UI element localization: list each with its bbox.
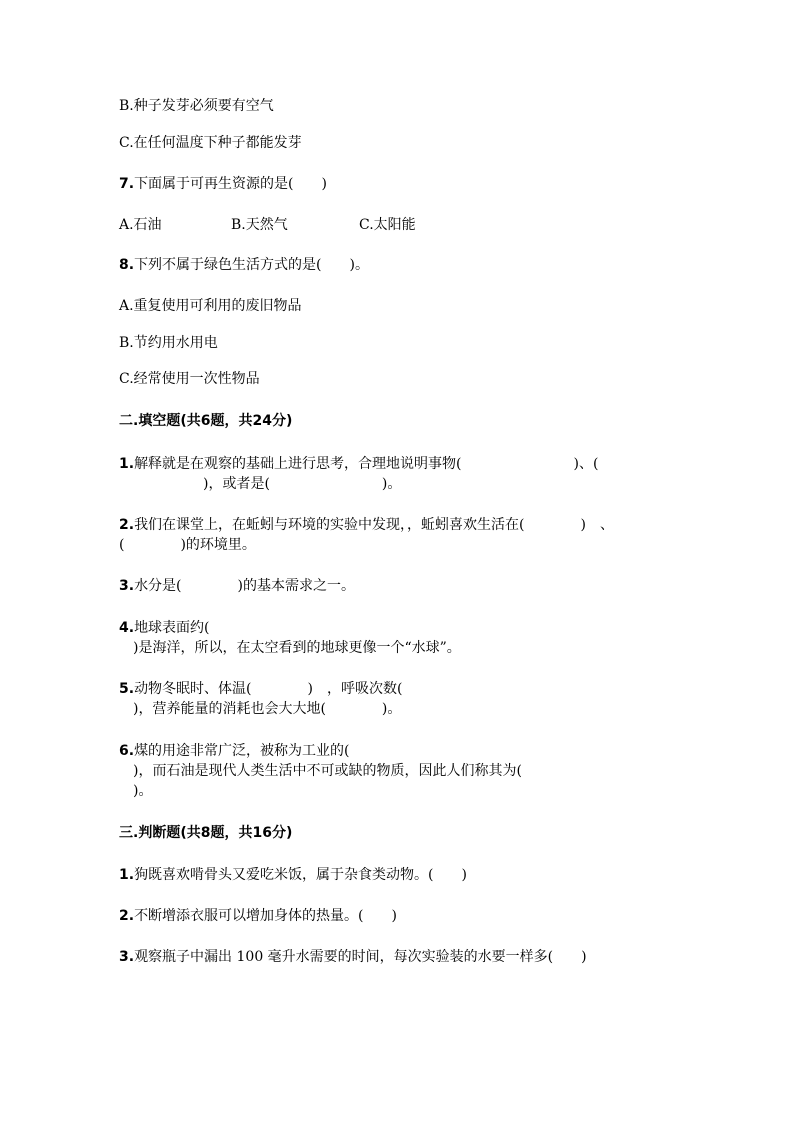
- fill-q3-number: 3.: [119, 578, 135, 594]
- judge-q2-number: 2.: [119, 908, 135, 924]
- fill-q3-line1: 3.水分是( )的基本需求之一。: [119, 578, 355, 594]
- section-2-title: 二.填空题(共6题，共24分): [119, 413, 293, 429]
- section-3-title: 三.判断题(共8题，共16分): [119, 825, 293, 841]
- q8-text: 下列不属于绿色生活方式的是( )。: [134, 257, 369, 273]
- judge-q1-number: 1.: [119, 867, 135, 883]
- q7-option-a: A.石油: [119, 217, 162, 233]
- q7-question: [119, 175, 327, 193]
- fill-q4-number: 4.: [119, 620, 135, 636]
- judge-q1: 1.狗既喜欢啃骨头又爱吃米饭，属于杂食类动物。( ): [119, 867, 467, 883]
- fill-q1-number: 1.: [119, 456, 135, 472]
- q7-option-c: C.太阳能: [359, 217, 416, 233]
- fill-q2-line2: ( )的环境里。: [119, 537, 256, 553]
- q7-number: 7.: [119, 176, 135, 192]
- fill-q6-line3: )。: [119, 783, 153, 799]
- fill-q2-line1: 2.我们在课堂上，在蚯蚓与环境的实验中发现，，蚯蚓喜欢生活在( ) 、: [119, 517, 614, 533]
- q7-options: [119, 216, 416, 234]
- fill-q4-line2: )是海洋，所以，在太空看到的地球更像一个“水球”。: [119, 640, 461, 656]
- q7-option-b: B.天然气: [231, 217, 288, 233]
- fill-q5-number: 5.: [119, 681, 135, 697]
- judge-q3-number: 3.: [119, 949, 135, 965]
- fill-q1-line2: )，或者是( )。: [119, 476, 402, 492]
- fill-q1-line1: 1.解释就是在观察的基础上进行思考，合理地说明事物( )、(: [119, 456, 599, 472]
- q7-text: 下面属于可再生资源的是( ): [134, 176, 327, 192]
- judge-q2: 2.不断增添衣服可以增加身体的热量。( ): [119, 908, 397, 924]
- q8-option-a: A.重复使用可利用的废旧物品: [119, 298, 302, 314]
- q8-option-b: B.节约用水用电: [119, 335, 218, 351]
- fill-q6-number: 6.: [119, 743, 135, 759]
- judge-q3: 3.观察瓶子中漏出 100 毫升水需要的时间，每次实验装的水要一样多( ): [119, 949, 587, 965]
- q8-question: [119, 256, 369, 274]
- fill-q6-line2: )，而石油是现代人类生活中不可或缺的物质，因此人们称其为(: [119, 763, 522, 779]
- fill-q4-line1: 4.地球表面约(: [119, 620, 210, 636]
- q6-option-c: C.在任何温度下种子都能发芽: [119, 135, 302, 151]
- q8-option-c: C.经常使用一次性物品: [119, 371, 260, 387]
- q8-number: 8.: [119, 257, 135, 273]
- fill-q2-number: 2.: [119, 517, 135, 533]
- fill-q5-line1: 5.动物冬眠时、体温( ) ，呼吸次数(: [119, 681, 403, 697]
- fill-q6-line1: 6.煤的用途非常广泛，被称为工业的(: [119, 743, 350, 759]
- q6-option-b: B.种子发芽必须要有空气: [119, 98, 274, 114]
- fill-q5-line2: )，营养能量的消耗也会大大地( )。: [119, 701, 402, 717]
